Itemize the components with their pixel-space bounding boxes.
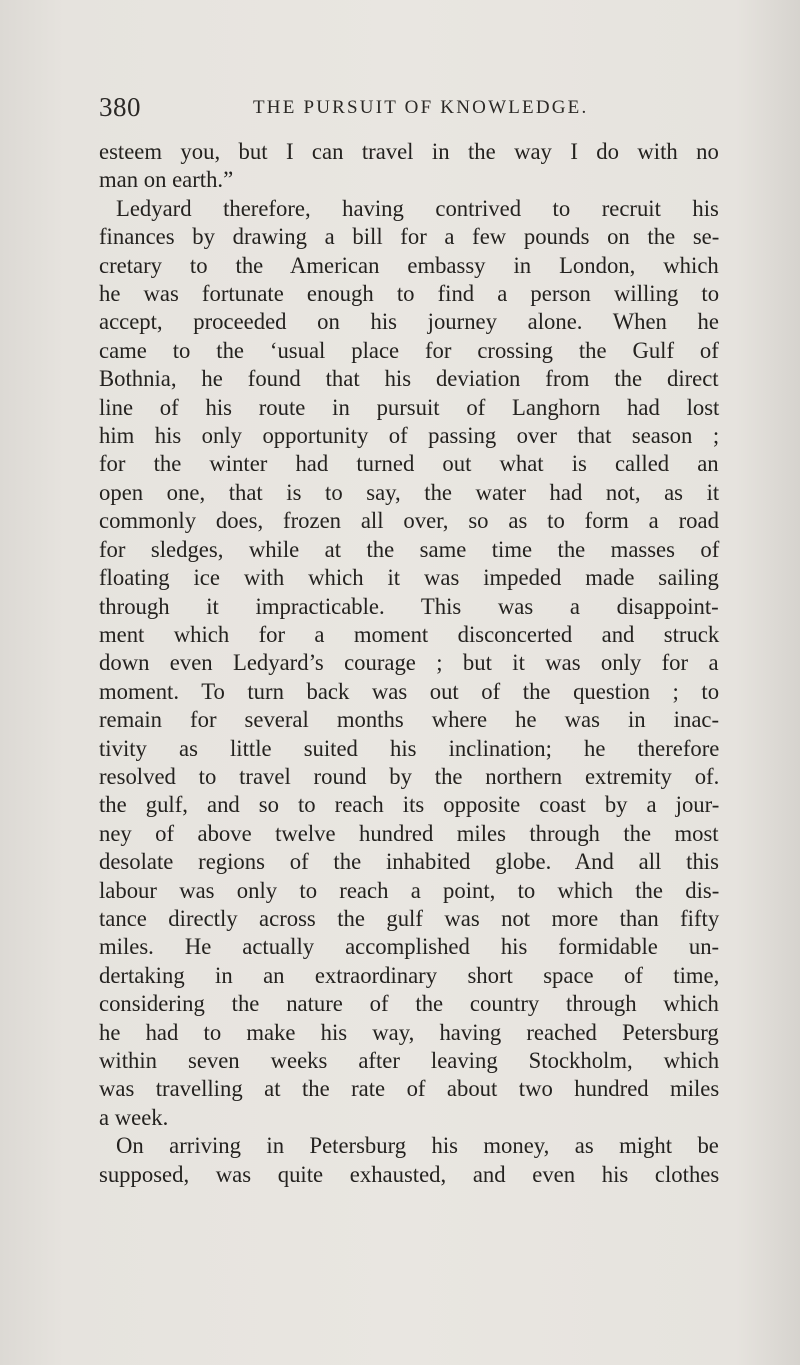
text-line: esteem you, but I can travel in the way I do with no <box>99 139 719 164</box>
text-line: supposed, was quite exhausted, and even his clothes <box>99 1161 720 1187</box>
text-line: came to the ‘usual place for crossing the Gulf of <box>99 337 719 363</box>
text-line: open one, that is to say, the water had not, as it <box>99 479 720 505</box>
text-line: for sledges, while at the same time the masses of <box>99 536 720 562</box>
text-line: tance directly across the gulf was not more than fifty <box>99 905 720 931</box>
text-line: labour was only to reach a point, to which the dis- <box>99 877 720 903</box>
text-line: he had to make his way, having reached Petersburg <box>99 1019 719 1045</box>
text-line: On arriving in Petersburg his money, as might be <box>116 1133 719 1159</box>
running-title: THE PURSUIT OF KNOWLEDGE. <box>253 97 589 118</box>
text-line: resolved to travel round by the northern extremity of. <box>99 763 720 789</box>
text-line: within seven weeks after leaving Stockholm, which <box>99 1048 720 1073</box>
text-line: remain for several months where he was in inac- <box>99 707 720 733</box>
text-line: Bothnia, he found that his deviation from the direct <box>99 366 719 392</box>
text-line: dertaking in an extraordinary short space of time, <box>99 962 720 988</box>
text-line: finances by drawing a bill for a few pounds on the se- <box>99 224 720 250</box>
page-number: 380 <box>99 92 141 122</box>
text-line: through it impracticable. This was a disappoint- <box>99 593 719 619</box>
text-line: ney of above twelve hundred miles through the most <box>99 820 719 846</box>
text-line: floating ice with which it was impeded made sailing <box>99 565 719 591</box>
text-line: the gulf, and so to reach its opposite coast by a jour- <box>99 792 720 818</box>
text-line: tivity as little suited his inclination; he therefore <box>99 735 720 761</box>
text-line: Ledyard therefore, having contrived to recruit his <box>116 195 719 221</box>
page-header <box>0 92 800 128</box>
text-line: accept, proceeded on his journey alone. When he <box>99 309 719 335</box>
text-line: a week. <box>99 1104 169 1130</box>
text-line: desolate regions of the inhabited globe. And all this <box>99 849 719 875</box>
text-line: commonly does, frozen all over, so as to form a road <box>99 508 719 534</box>
text-line: was travelling at the rate of about two hundred miles <box>99 1076 720 1102</box>
text-line: line of his route in pursuit of Langhorn had lost <box>99 394 720 420</box>
text-line: he was fortunate enough to find a person willing to <box>99 281 720 307</box>
text-line: ment which for a moment disconcerted and struck <box>99 621 720 647</box>
text-line: moment. To turn back was out of the question ; to <box>99 678 720 704</box>
text-line: him his only opportunity of passing over that season ; <box>99 423 720 449</box>
text-line: cretary to the American embassy in London, which <box>99 252 719 278</box>
body-text <box>99 138 719 1189</box>
text-line: man on earth.” <box>99 167 234 193</box>
text-line: considering the nature of the country through which <box>99 991 719 1017</box>
text-line: down even Ledyard’s courage ; but it was only for a <box>99 650 719 676</box>
text-line: for the winter had turned out what is called an <box>99 451 719 477</box>
text-line: miles. He actually accomplished his formidable un- <box>99 934 720 960</box>
